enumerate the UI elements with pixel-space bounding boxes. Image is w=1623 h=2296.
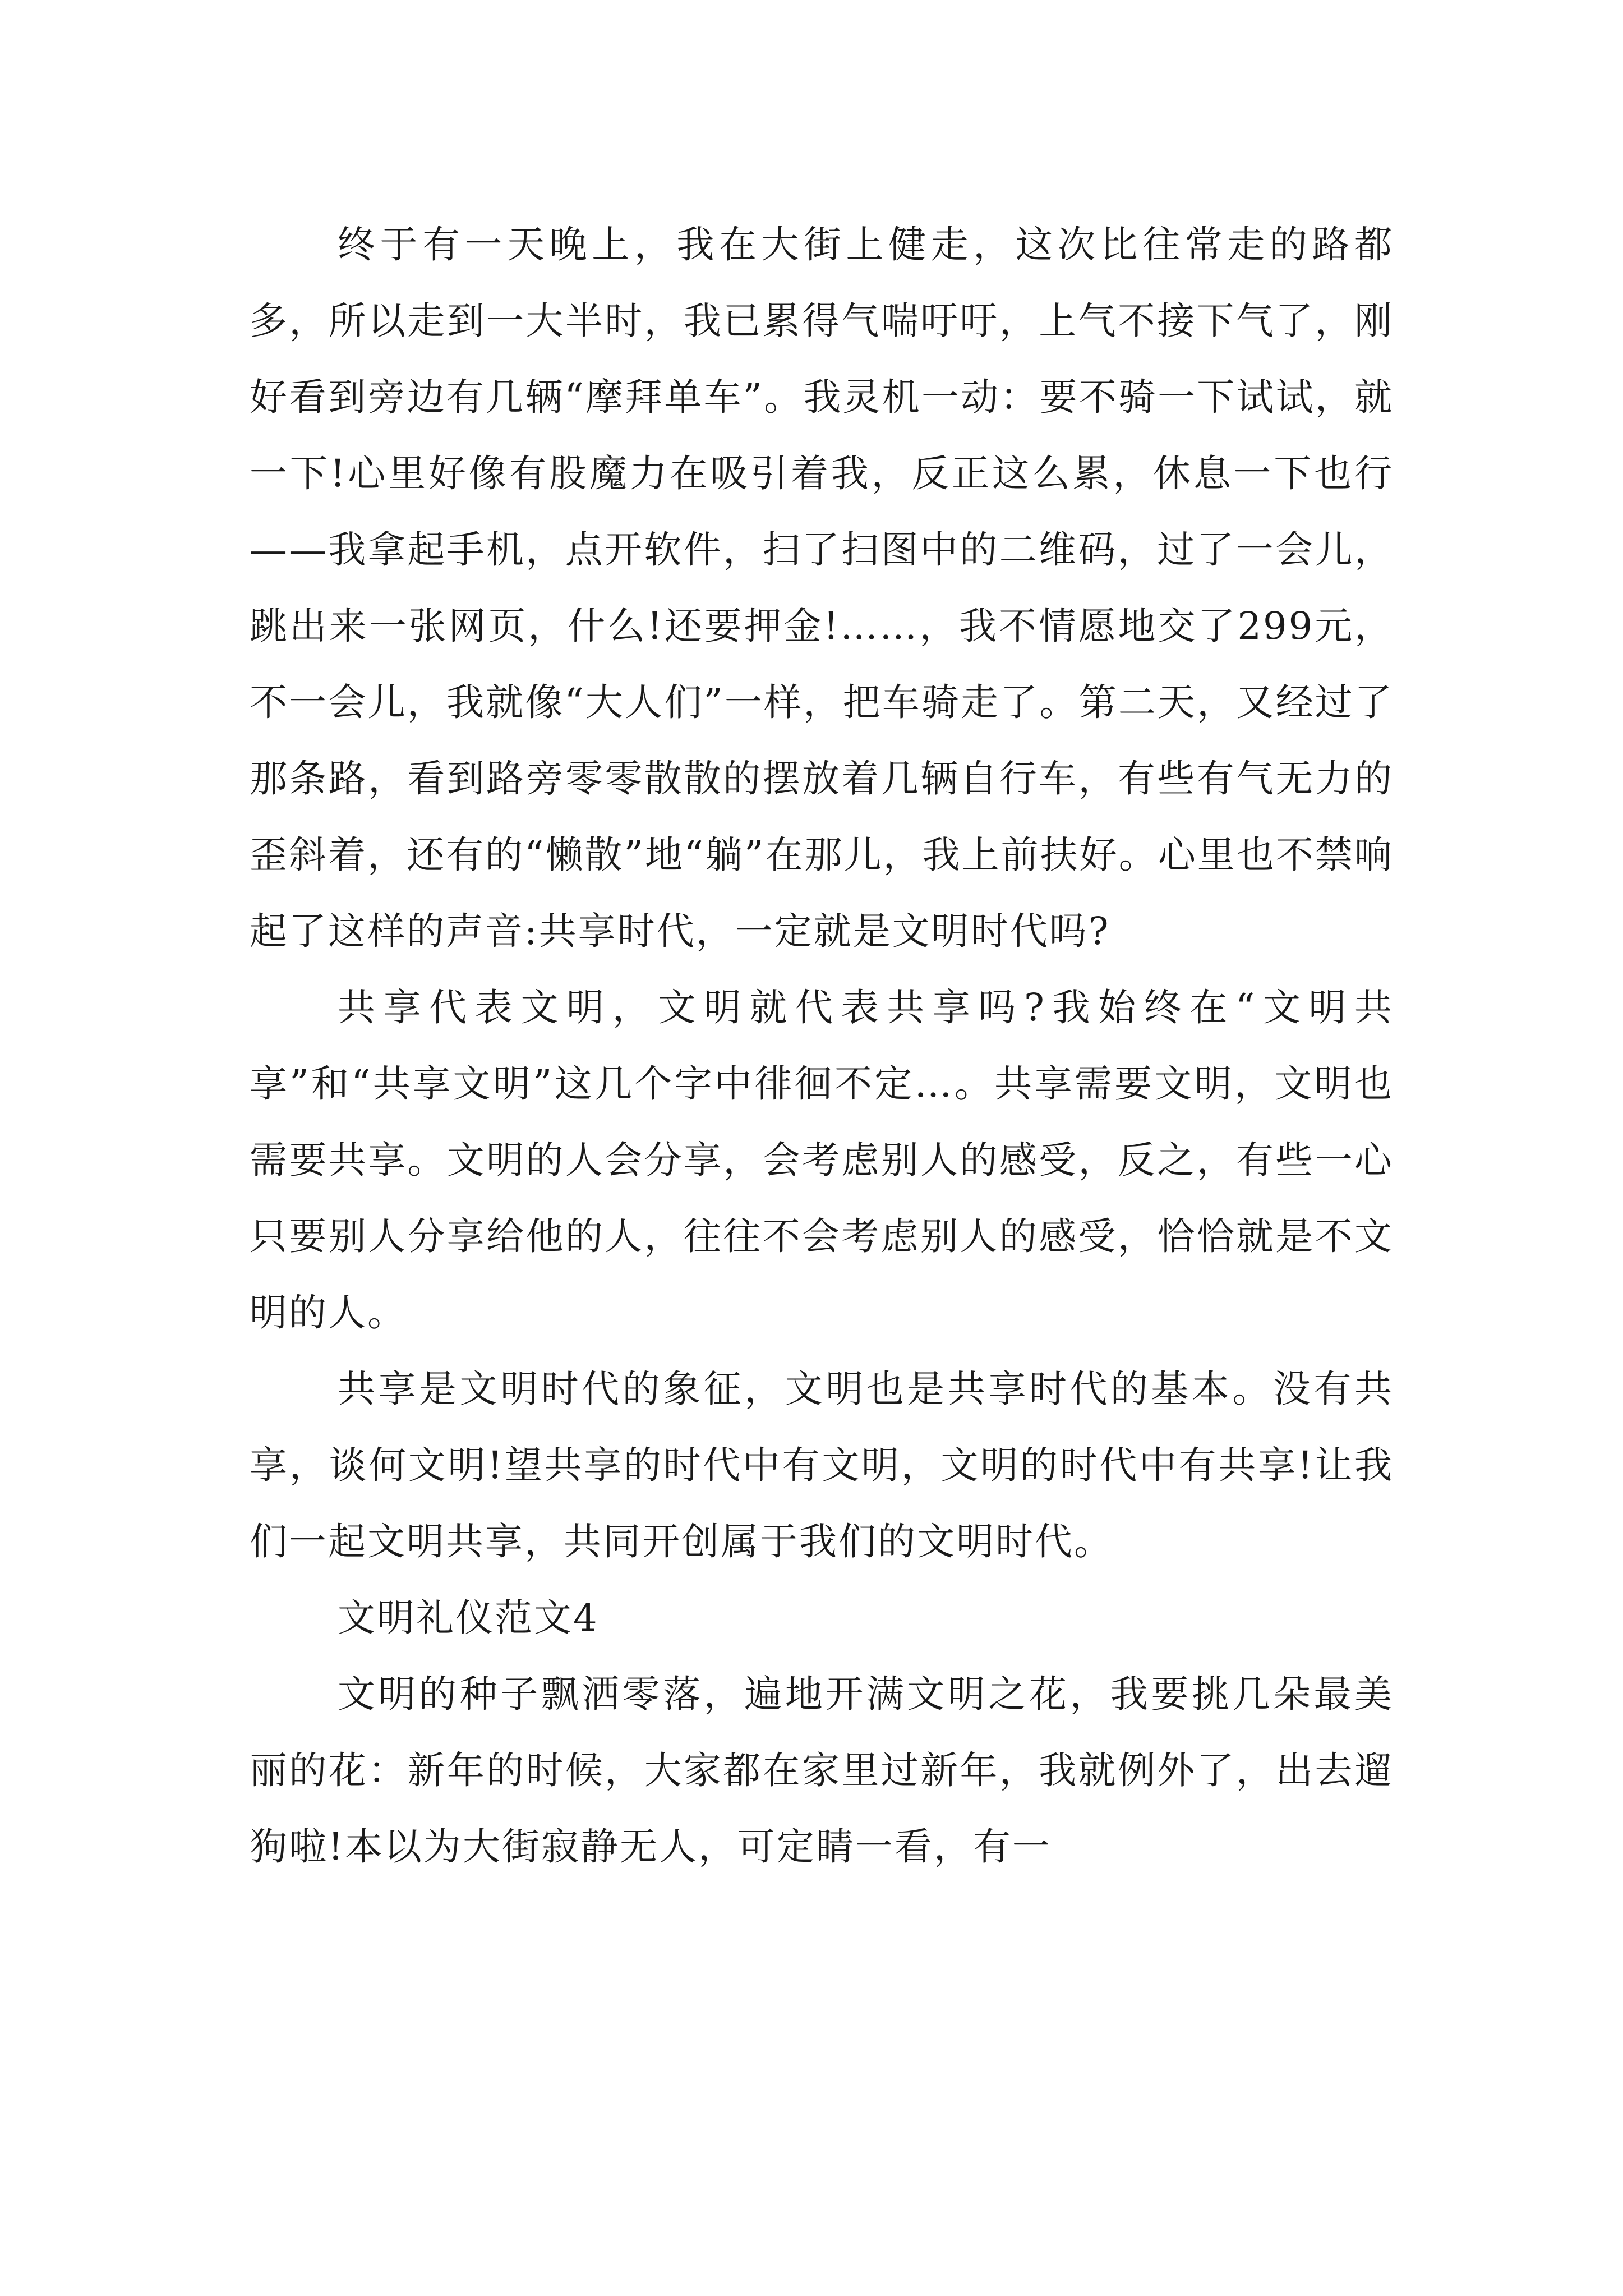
- document-body: [250, 206, 1394, 1885]
- paragraph-1: 终于有一天晚上，我在大街上健走，这次比往常走的路都多，所以走到一大半时，我已累得气喘吁吁，上气不接下气了，刚好看到旁边有几辆“摩拜单车”。我灵机一动：要不骑一下试试，就一下!心里好像有股魔力在吸引着我，反正这么累，休息一下也行——我拿起手机，点开软件，扫了扫图中的二维码，过了一会儿，跳出来一张网页，什么!还要押金!……，我不情愿地交了299元，不一会儿，我就像“大人们”一样，把车骑走了。第二天，又经过了那条路，看到路旁零零散散的摆放着几辆自行车，有些有气无力的歪斜着，还有的“懒散”地“躺”在那儿，我上前扶好。心里也不禁响起了这样的声音:共享时代，一定就是文明时代吗?: [250, 223, 1394, 953]
- paragraph-3: 共享是文明时代的象征，文明也是共享时代的基本。没有共享，谈何文明!望共享的时代中有文明，文明的时代中有共享!让我们一起文明共享，共同开创属于我们的文明时代。: [250, 1367, 1394, 1563]
- paragraph-2: 共享代表文明，文明就代表共享吗?我始终在“文明共享”和“共享文明”这几个字中徘徊不定…。共享需要文明，文明也需要共享。文明的人会分享，会考虑别人的感受，反之，有些一心只要别人分享给他的人，往往不会考虑别人的感受，恰恰就是不文明的人。: [250, 986, 1394, 1335]
- section-heading: 文明礼仪范文4: [338, 1596, 599, 1640]
- paragraph-4: 文明的种子飘洒零落，遍地开满文明之花，我要挑几朵最美丽的花：新年的时候，大家都在家里过新年，我就例外了，出去遛狗啦!本以为大街寂静无人，可定睛一看，有一: [250, 1672, 1394, 1869]
